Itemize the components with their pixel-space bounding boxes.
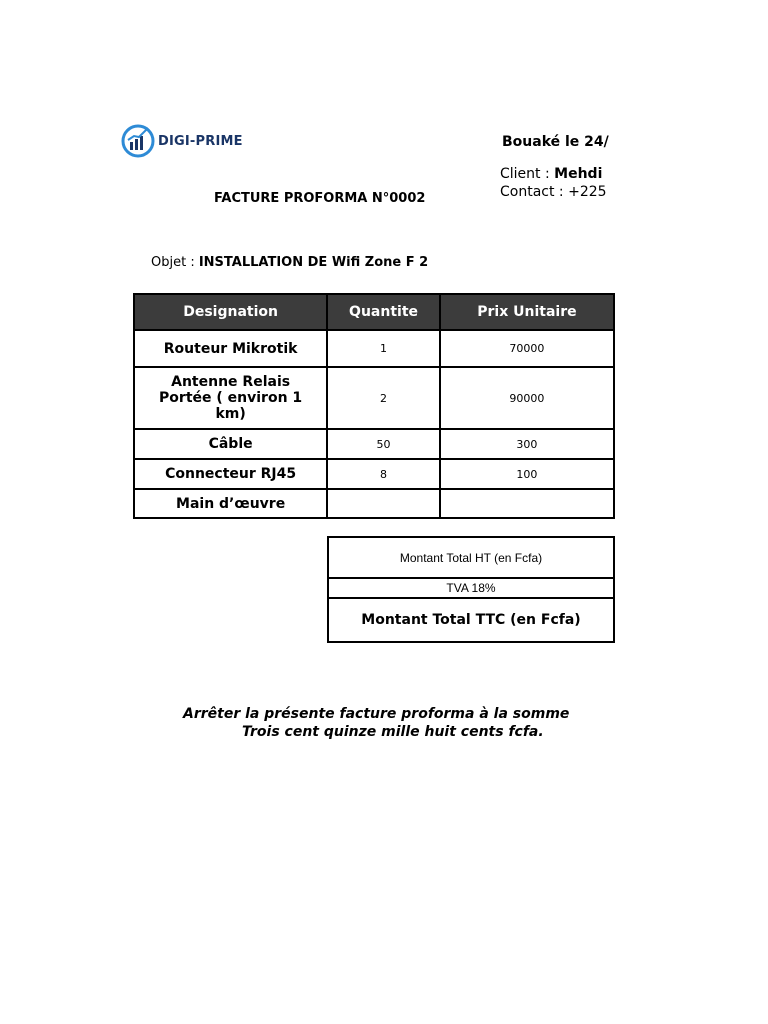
- table-row: [134, 330, 614, 367]
- cell-quantite: 50: [327, 429, 440, 459]
- objet-label: Objet :: [151, 255, 199, 270]
- cell-designation: Routeur Mikrotik: [134, 330, 327, 367]
- client-label: Client :: [500, 166, 555, 182]
- table-row: [134, 429, 614, 459]
- totals-table: [327, 536, 615, 643]
- logo-chart-icon: [121, 124, 155, 158]
- closing-line-2: Trois cent quinze mille huit cents fcfa.: [242, 724, 544, 740]
- closing-line-1: Arrêter la présente facture proforma à la somme: [183, 706, 570, 722]
- cell-designation: Câble: [134, 429, 327, 459]
- header-info: [490, 130, 615, 210]
- cell-quantite: 1: [327, 330, 440, 367]
- cell-designation: Main d’œuvre: [134, 489, 327, 518]
- objet-value: INSTALLATION DE Wifi Zone F 2: [198, 255, 429, 270]
- client-line: [500, 166, 602, 182]
- closing-statement: [183, 705, 613, 741]
- table-row: [134, 367, 614, 429]
- cell-prix: 300: [440, 429, 614, 459]
- column-header-quantite: Quantite: [327, 294, 440, 330]
- totals-row: [328, 598, 614, 642]
- cell-prix: 100: [440, 459, 614, 489]
- items-table: [133, 293, 615, 519]
- cell-quantite: [327, 489, 440, 518]
- cell-prix: [440, 489, 614, 518]
- table-row: [134, 489, 614, 518]
- cell-quantite: 2: [327, 367, 440, 429]
- company-name: DIGI-PRIME: [158, 133, 243, 149]
- total-ht-label: Montant Total HT (en Fcfa): [328, 537, 614, 578]
- client-name: Mehdi: [554, 166, 603, 182]
- tva-label: TVA 18%: [328, 578, 614, 598]
- cell-designation: Antenne Relais Portée ( environ 1 km): [134, 367, 327, 429]
- company-logo: [121, 124, 251, 158]
- cell-designation: Connecteur RJ45: [134, 459, 327, 489]
- cell-prix: 90000: [440, 367, 614, 429]
- column-header-designation: Designation: [134, 294, 327, 330]
- invoice-objet: [151, 255, 428, 270]
- totals-row: [328, 537, 614, 578]
- table-row: [134, 459, 614, 489]
- column-header-prix: Prix Unitaire: [440, 294, 614, 330]
- table-header-row: [134, 294, 614, 330]
- total-ttc-label: Montant Total TTC (en Fcfa): [328, 598, 614, 642]
- cell-prix: 70000: [440, 330, 614, 367]
- invoice-title: FACTURE PROFORMA N°0002: [214, 191, 426, 206]
- contact-line: Contact : +225: [500, 184, 607, 200]
- cell-quantite: 8: [327, 459, 440, 489]
- totals-row: [328, 578, 614, 598]
- date-line: Bouaké le 24/: [502, 134, 609, 150]
